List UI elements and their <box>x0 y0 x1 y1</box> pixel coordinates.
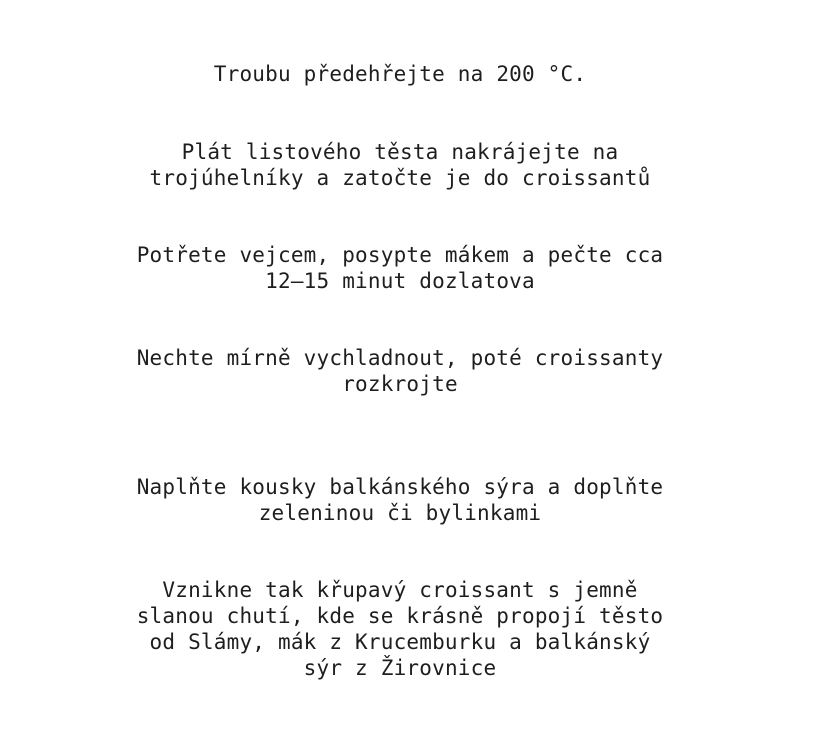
step-cut-pastry: Plát listového těsta nakrájejte na trojúhelníky a zatočte je do croissantů <box>149 140 651 190</box>
step-preheat-oven: Troubu předehřejte na 200 °C. <box>213 62 587 86</box>
step-fill: Naplňte kousky balkánského sýra a doplňte zeleninou či bylinkami <box>136 475 664 525</box>
step-result-description: Vznikne tak křupavý croissant s jemně slanou chutí, kde se krásně propojí těsto od Slámy, mák z Krucemburku a balkánský sýr z Žirovnice <box>136 578 664 680</box>
step-brush-and-bake: Potřete vejcem, posypte mákem a pečte cca 12–15 minut dozlatova <box>136 243 664 293</box>
step-cool-and-slice: Nechte mírně vychladnout, poté croissanty rozkrojte <box>136 346 664 396</box>
